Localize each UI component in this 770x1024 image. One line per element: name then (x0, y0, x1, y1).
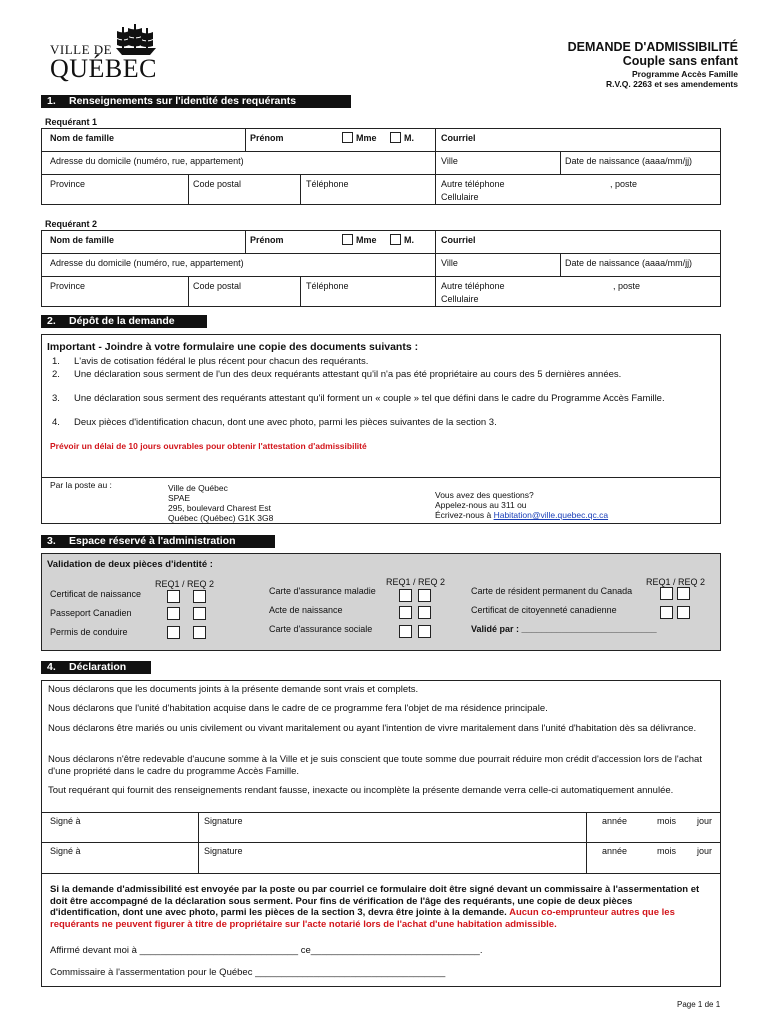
section4-title: Déclaration (69, 661, 127, 673)
permis-req1[interactable] (167, 626, 180, 639)
a2-adresse-label: Adresse du domicile (numéro, rue, appartement) (50, 258, 244, 268)
regulation-ref: R.V.Q. 2263 et ses amendements (606, 79, 738, 89)
questions-label: Vous avez des questions? (435, 490, 534, 500)
write-label: Écrivez-nous à (435, 510, 494, 520)
address-line-1: Ville de Québec (168, 483, 228, 493)
annee-2: année (602, 846, 628, 856)
citoyennete-req2[interactable] (677, 606, 690, 619)
doc-item-2: Une déclaration sous serment de l'un des deux requérants attestant qu'il n'a pas été propriétaire au cours des 5 dernières années. (74, 369, 622, 380)
passeport-label: Passeport Canadien (50, 608, 132, 618)
cert-naissance-req1[interactable] (167, 590, 180, 603)
a2-courriel-label: Courriel (441, 235, 476, 245)
applicant1-box (41, 128, 721, 205)
signature-1: Signature (204, 816, 243, 826)
resident-req1[interactable] (660, 587, 673, 600)
acte-naissance-req1[interactable] (399, 606, 412, 619)
a1-prenom-label: Prénom (250, 133, 284, 143)
form-subtitle: Couple sans enfant (622, 54, 738, 68)
permis-req2[interactable] (193, 626, 206, 639)
applicant2-box (41, 230, 721, 307)
a2-poste-label: , poste (613, 281, 641, 291)
a1-cell-label: Cellulaire (441, 192, 479, 202)
a1-ville-label: Ville (441, 156, 458, 166)
validation-title: Validation de deux pièces d'identité : (47, 559, 213, 570)
mail-label: Par la poste au : (50, 480, 112, 490)
a2-prenom-label: Prénom (250, 235, 284, 245)
declaration-p5: Tout requérant qui fournit des renseignements rendant fausse, inexacte ou incomplète la présente demande verra celle-ci automatiquement annulée. (48, 785, 674, 796)
doc-item-4: Deux pièces d'identification chacun, dont une avec photo, parmi les pièces suivantes de la section 3. (74, 417, 497, 428)
signed-at-1: Signé à (50, 816, 81, 826)
doc-item-4-num: 4. (52, 417, 60, 428)
mail-notice-text: Si la demande d'admissibilité est envoyée par la poste ou par courriel ce formulaire doit être signé devant un commissaire à l'assermentation et doit être accompagné de la déclaration sous serment. Pour fins de vérification de l'âge des requérants, une copie de deux pièces d'identification, dont une avec photo, parmi les pièces de la section 3, devra être jointe à la demande. (50, 884, 700, 918)
doc-item-2-num: 2. (52, 369, 60, 380)
permis-label: Permis de conduire (50, 627, 128, 637)
email-link[interactable]: Habitation@ville.quebec.qc.ca (493, 510, 609, 520)
applicant1-title: Requérant 1 (45, 117, 98, 127)
carte-maladie-req2[interactable] (418, 589, 431, 602)
a1-dob-label: Date de naissance (aaaa/mm/jj) (565, 156, 693, 166)
col3-req-label: REQ1 / REQ 2 (646, 577, 706, 587)
address-line-4: Québec (Québec) G1K 3G8 (168, 513, 274, 523)
a1-mme-checkbox[interactable] (342, 132, 353, 143)
section3-header: 3. Espace réservé à l'administration (41, 535, 275, 548)
section1-header: 1. Renseignements sur l'identité des requérants (41, 95, 351, 108)
a1-m-checkbox[interactable] (390, 132, 401, 143)
section2-header: 2. Dépôt de la demande (41, 315, 207, 328)
a1-nom-label: Nom de famille (50, 133, 115, 143)
acte-naissance-label: Acte de naissance (269, 605, 343, 615)
call-label: Appelez-nous au 311 ou (435, 500, 527, 510)
resident-req2[interactable] (677, 587, 690, 600)
declaration-p4: Nous déclarons n'être redevable d'aucune somme à la Ville et je suis conscient que toute somme due pourrait réduire mon crédit d'accession lors de l'achat d'une propriété dans le cadre du programme Accès Famille. (48, 754, 702, 777)
a1-mme-label: Mme (356, 133, 377, 143)
section2-title: Dépôt de la demande (69, 315, 175, 327)
doc-item-1-num: 1. (52, 356, 60, 367)
a2-mme-label: Mme (356, 235, 377, 245)
form-title: DEMANDE D'ADMISSIBILITÉ (567, 40, 738, 54)
section4-header: 4. Déclaration (41, 661, 151, 674)
doc-item-1: L'avis de cotisation fédéral le plus récent pour chacun des requérants. (74, 356, 369, 367)
resident-label: Carte de résident permanent du Canada (471, 586, 633, 596)
a2-phone-label: Téléphone (306, 281, 349, 291)
logo (50, 24, 170, 84)
passeport-req2[interactable] (193, 607, 206, 620)
a1-adresse-label: Adresse du domicile (numéro, rue, appartement) (50, 156, 244, 166)
jour-1: jour (697, 816, 713, 826)
citoyennete-label: Certificat de citoyenneté canadienne (471, 605, 617, 615)
a1-province-label: Province (50, 179, 86, 189)
a2-province-label: Province (50, 281, 86, 291)
citoyennete-req1[interactable] (660, 606, 673, 619)
a1-phone-label: Téléphone (306, 179, 349, 189)
a2-nom-label: Nom de famille (50, 235, 115, 245)
important-notice: Important - Joindre à votre formulaire une copie des documents suivants : (47, 341, 419, 353)
a2-dob-label: Date de naissance (aaaa/mm/jj) (565, 258, 693, 268)
carte-sociale-req1[interactable] (399, 625, 412, 638)
a2-m-label: M. (404, 235, 414, 245)
jour-2: jour (697, 846, 713, 856)
page-number: Page 1 de 1 (677, 1000, 721, 1009)
signature-2: Signature (204, 846, 243, 856)
co-borrower-warning: Aucun co-emprunteur autres que les requérants ne peuvent figurer à titre de propriétaire sur l'acte notarié lors de l'achat d'une habitation admissible. (50, 907, 675, 930)
delay-notice: Prévoir un délai de 10 jours ouvrables pour obtenir l'attestation d'admissibilité (50, 441, 367, 451)
passeport-req1[interactable] (167, 607, 180, 620)
carte-maladie-label: Carte d'assurance maladie (269, 586, 376, 596)
validated-by: Validé par : ___________________________ (471, 624, 657, 634)
logo-line2: QUÉBEC (50, 54, 157, 83)
a1-m-label: M. (404, 133, 414, 143)
declaration-p2: Nous déclarons que l'unité d'habitation acquise dans le cadre de ce programme fera l'objet de ma résidence principale. (48, 703, 548, 714)
acte-naissance-req2[interactable] (418, 606, 431, 619)
doc-item-3: Une déclaration sous serment des requérants attestant qu'il forment un « couple » tel que défini dans le cadre du Programme Accès Famille. (74, 393, 665, 404)
section3-title: Espace réservé à l'administration (69, 535, 236, 547)
a2-cell-label: Cellulaire (441, 294, 479, 304)
carte-sociale-req2[interactable] (418, 625, 431, 638)
declaration-p3: Nous déclarons être mariés ou unis civilement ou vivant maritalement ou ayant l'intention de vivre maritalement dans l'unité d'habitation dès sa délivrance. (48, 723, 697, 734)
carte-sociale-label: Carte d'assurance sociale (269, 624, 373, 634)
a1-postal-label: Code postal (193, 179, 242, 189)
a2-postal-label: Code postal (193, 281, 242, 291)
a1-poste-label: , poste (610, 179, 638, 189)
col2-req-label: REQ1 / REQ 2 (386, 577, 446, 587)
mois-1: mois (657, 816, 677, 826)
mail-notice (50, 884, 700, 930)
affirmed-line: Affirmé devant moi à ______________________________ ce________________________________. (50, 945, 483, 956)
annee-1: année (602, 816, 628, 826)
program-name: Programme Accès Famille (632, 69, 738, 79)
commissioner-line: Commissaire à l'assermentation pour le Québec ____________________________________ (50, 967, 446, 978)
cert-naissance-req2[interactable] (193, 590, 206, 603)
signed-at-2: Signé à (50, 846, 81, 856)
section1-title: Renseignements sur l'identité des requérants (69, 95, 297, 107)
a2-mme-checkbox[interactable] (342, 234, 353, 245)
declaration-p1: Nous déclarons que les documents joints à la présente demande sont vrais et complets. (48, 684, 419, 695)
carte-maladie-req1[interactable] (399, 589, 412, 602)
write-line (435, 510, 608, 520)
a1-other-phone-label: Autre téléphone (441, 179, 505, 189)
a2-ville-label: Ville (441, 258, 458, 268)
a2-m-checkbox[interactable] (390, 234, 401, 245)
ship-icon (112, 24, 160, 58)
doc-item-3-num: 3. (52, 393, 60, 404)
address-line-2: SPAE (168, 493, 191, 503)
address-line-3: 295, boulevard Charest Est (168, 503, 272, 513)
a1-courriel-label: Courriel (441, 133, 476, 143)
a2-other-phone-label: Autre téléphone (441, 281, 505, 291)
mois-2: mois (657, 846, 677, 856)
col1-req-label: REQ1 / REQ 2 (155, 579, 215, 589)
applicant2-title: Requérant 2 (45, 219, 98, 229)
cert-naissance-label: Certificat de naissance (50, 589, 142, 599)
logo-line1: VILLE DE (50, 42, 113, 57)
